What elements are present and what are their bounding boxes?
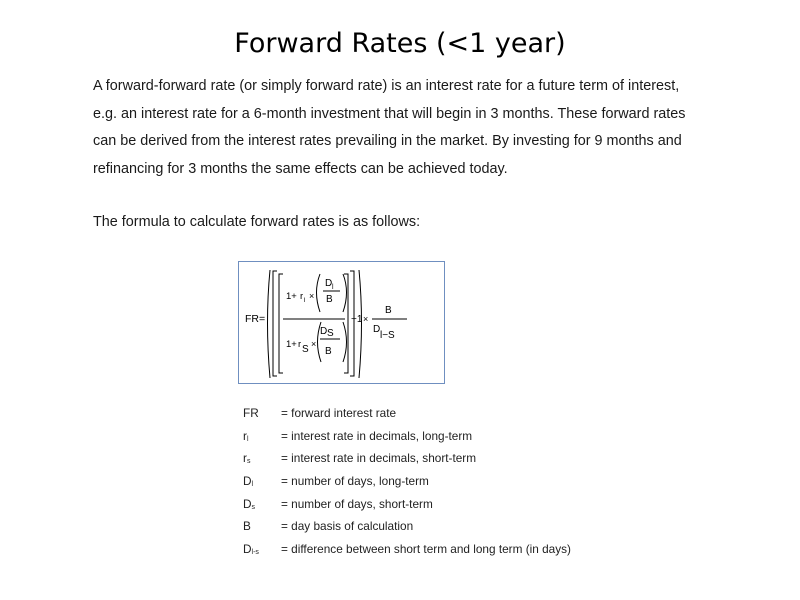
- intro-line: can be derived from the interest rates prevailing in the market. By investing for 9 months and: [93, 133, 682, 150]
- legend-row: [243, 425, 603, 448]
- legend-definition: = interest rate in decimals, long-term: [281, 428, 473, 443]
- legend-symbol: Dl: [243, 474, 254, 489]
- formula-dl: D: [325, 278, 333, 289]
- formula-rs: r: [298, 339, 302, 350]
- legend-symbol: Ds: [243, 496, 256, 511]
- legend-symbol: rs: [243, 451, 251, 466]
- intro-line: refinancing for 3 months the same effects can be achieved today.: [93, 161, 508, 178]
- legend-row: [243, 515, 603, 538]
- formula-rl: r: [300, 291, 304, 302]
- formula-b: B: [385, 305, 392, 316]
- intro-line: A forward-forward rate (or simply forward rate) is an interest rate for a future term of interest,: [93, 78, 680, 94]
- legend-definition: = difference between short term and long term (in days): [281, 542, 571, 557]
- formula-dls: D: [373, 324, 381, 335]
- legend-definition: = number of days, long-term: [281, 474, 429, 489]
- formula-times: ×: [309, 291, 315, 301]
- formula-one: 1+: [286, 291, 297, 302]
- legend-symbol: rl: [243, 428, 249, 443]
- intro-line: e.g. an interest rate for a 6-month investment that will begin in 3 months. These forward rates: [93, 105, 686, 122]
- legend-row: [243, 493, 603, 516]
- formula-b: B: [325, 346, 332, 357]
- legend-row: [243, 538, 603, 561]
- formula-rs-sub: S: [302, 344, 309, 355]
- formula-times: ×: [311, 339, 317, 349]
- formula-dls-sub: l−S: [380, 330, 395, 341]
- legend-definition: = interest rate in decimals, short-term: [281, 451, 477, 466]
- formula-graphic: [239, 262, 446, 385]
- legend-definition: = day basis of calculation: [281, 519, 414, 534]
- formula-intro: The formula to calculate forward rates is as follows:: [93, 214, 421, 230]
- formula-ds-sub: S: [327, 328, 334, 339]
- legend-symbol: Dl-s: [243, 542, 259, 557]
- formula-minus-one: −1: [351, 314, 363, 325]
- formula-b: B: [326, 294, 333, 305]
- legend-row: [243, 402, 603, 425]
- formula-rl-sub: l: [304, 297, 306, 304]
- formula-times: ×: [363, 314, 369, 324]
- legend-symbol: B: [243, 519, 251, 534]
- formula-one: 1+: [286, 339, 297, 350]
- legend: [243, 402, 603, 561]
- legend-symbol: FR: [243, 406, 259, 420]
- legend-definition: = number of days, short-term: [281, 496, 433, 511]
- intro-paragraph: [93, 73, 733, 184]
- formula-box: [238, 261, 445, 384]
- formula-ds: D: [320, 326, 328, 337]
- page-title: Forward Rates (<1 year): [234, 28, 566, 59]
- legend-row: [243, 447, 603, 470]
- legend-definition: = forward interest rate: [281, 406, 397, 420]
- formula-dl-sub: l: [332, 284, 334, 291]
- legend-row: [243, 470, 603, 493]
- formula-lhs: FR=: [245, 313, 266, 325]
